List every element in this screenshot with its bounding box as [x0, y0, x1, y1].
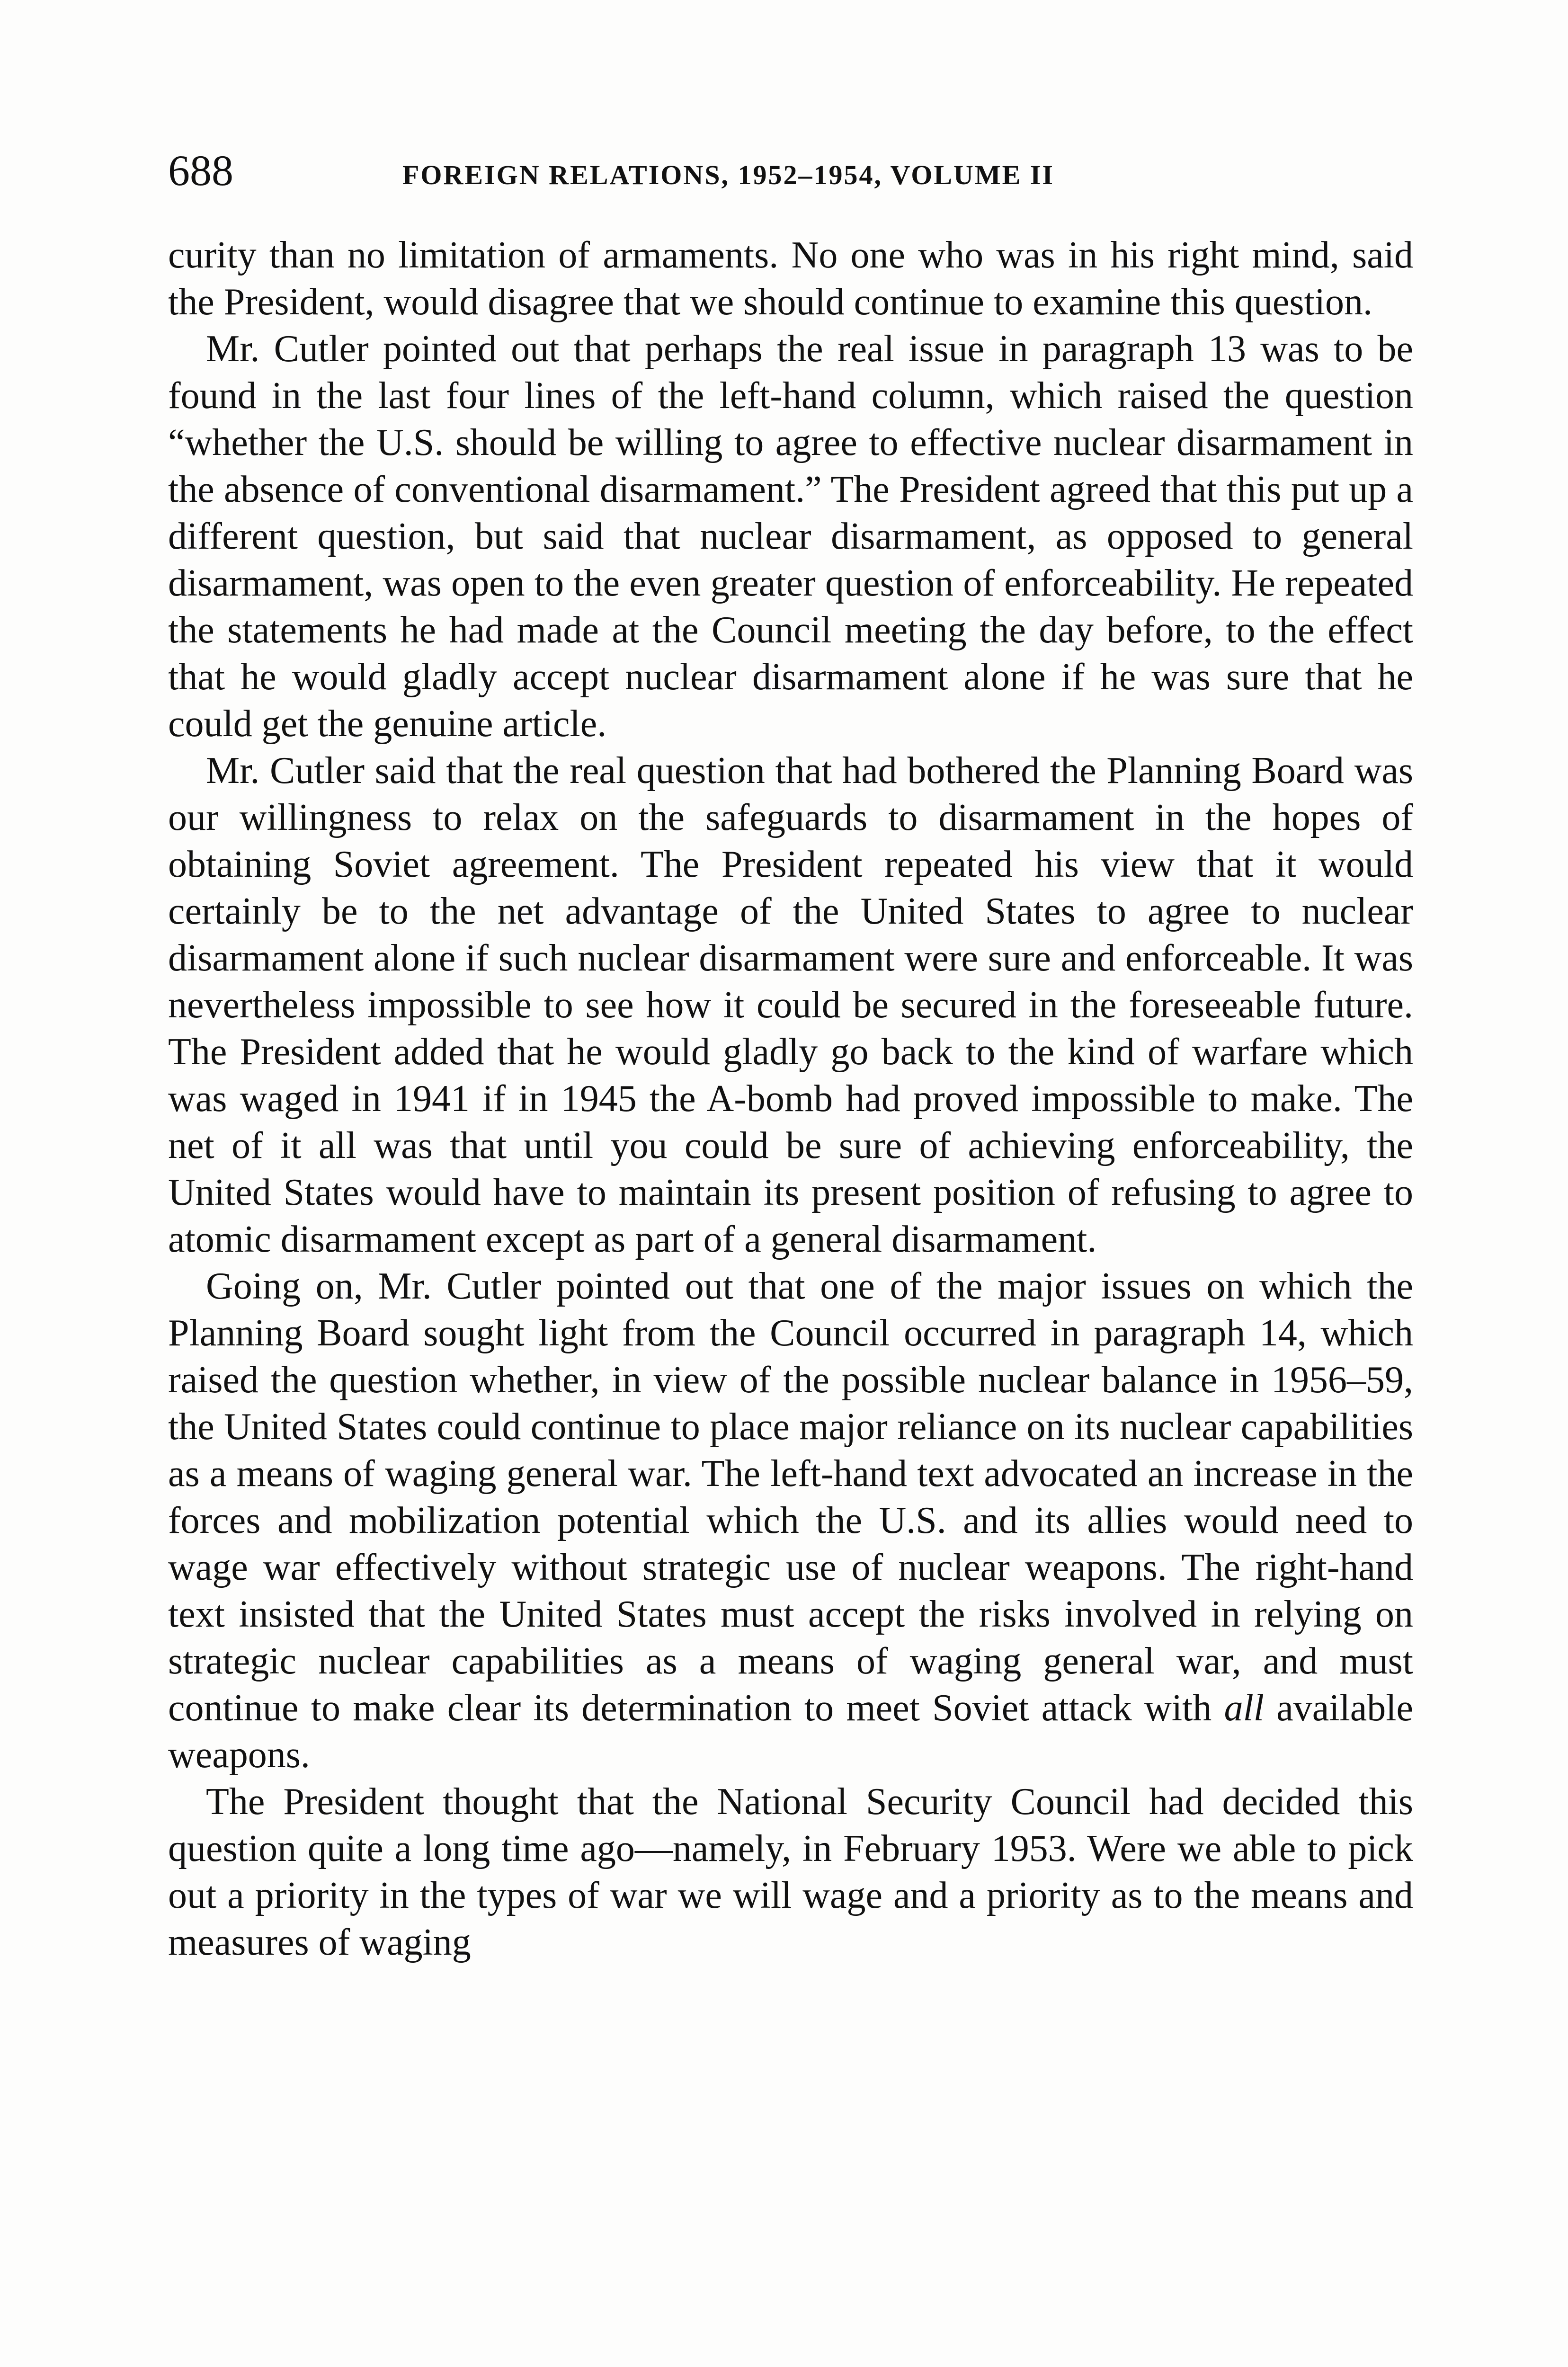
page-header	[168, 142, 1418, 199]
paragraph-cutler-safeguards: Mr. Cutler said that the real question that had bothered the Planning Board was our willingness to relax on the safeguards to disarmament in the hopes of obtaining Soviet agreement. The President repeated his view that it would certainly be to the net advantage of the United States to agree to nuclear disarmament alone if such nuclear disarmament were sure and enforceable. It was nevertheless impossible to see how it could be secured in the foreseeable future. The President added that he would gladly go back to the kind of warfare which was waged in 1941 if in 1945 the A-bomb had proved impossible to make. The net of it all was that until you could be sure of achieving enforceability, the United States would have to maintain its present position of refusing to agree to atomic disarmament except as part of a general disarmament.	[168, 750, 1413, 1260]
paragraph-text-after: available weapons.	[168, 1687, 1413, 1776]
body-text	[168, 232, 1413, 1966]
running-head: FOREIGN RELATIONS, 1952–1954, VOLUME II	[402, 160, 1054, 190]
emphasis-word: all	[1224, 1687, 1265, 1729]
paragraph-cutler-paragraph-14	[168, 1263, 1413, 1779]
paragraph-text-before: Going on, Mr. Cutler pointed out that one of the major issues on which the Planning Board sought light from the Council occurred in paragraph 14, which raised the question whether, in view of the possible nuclear balance in 1956–59, the United States could continue to place major reliance on its nuclear capabilities as a means of waging general war. The left-hand text advocated an increase in the forces and mobilization potential which the U.S. and its allies would need to wage war effectively without strategic use of nuclear weapons. The right-hand text insisted that the United States must accept the risks involved in relying on strategic nuclear capabilities as a means of waging general war, and must continue to make clear its determination to meet Soviet attack with	[168, 1265, 1413, 1729]
paragraph-cutler-paragraph-13: Mr. Cutler pointed out that perhaps the real issue in paragraph 13 was to be found in the last four lines of the left-hand column, which raised the question “whether the U.S. should be willing to agree to effective nuclear disarmament in the absence of conventional disarmament.” The President agreed that this put up a different question, but said that nuclear disarmament, as opposed to general disarmament, was open to the even greater question of enforceability. He repeated the statements he had made at the Council meeting the day before, to the effect that he would gladly accept nuclear disarmament alone if he was sure that he could get the genuine article.	[168, 328, 1413, 745]
paragraph-continuation: curity than no limitation of armaments. No one who was in his right mind, said the President, would disagree that we should continue to examine this question.	[168, 234, 1413, 323]
page-number: 688	[168, 146, 233, 195]
paragraph-president-priority: The President thought that the National Security Council had decided this question quite a long time ago—namely, in February 1953. Were we able to pick out a priority in the types of war we will wage and a priority as to the means and measures of waging	[168, 1781, 1413, 1963]
